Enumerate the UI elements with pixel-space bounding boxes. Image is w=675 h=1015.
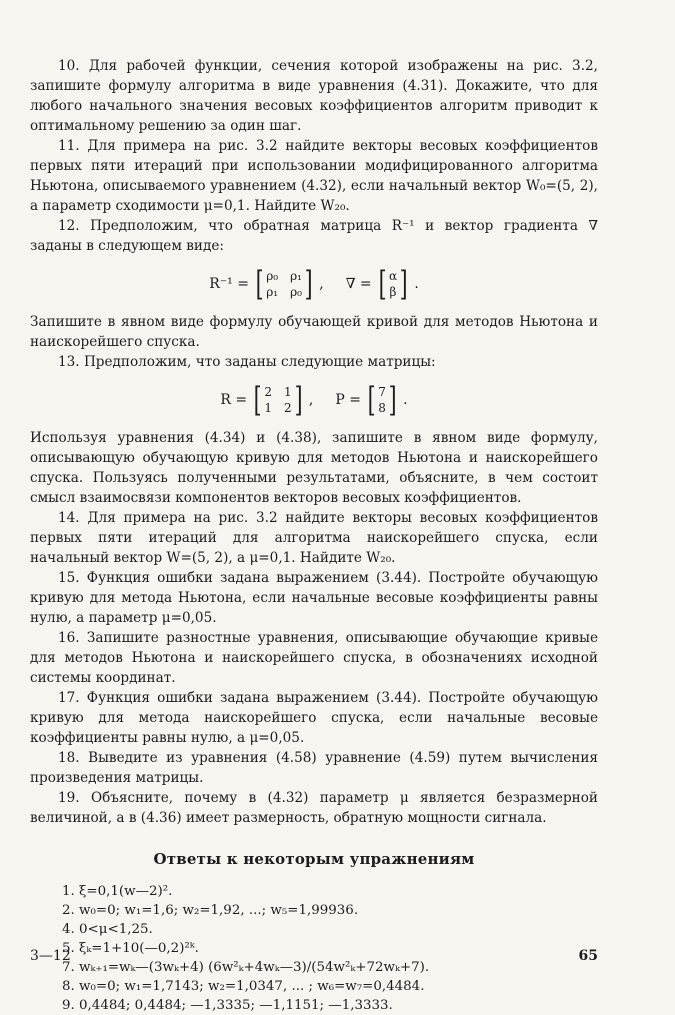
answer-item: 2. w₀=0; w₁=1,6; w₂=1,92, ...; w₅=1,99936. [62, 903, 359, 918]
answer-item: 4. 0<μ<1,25. [62, 922, 153, 937]
exercise-12-continued: Запишите в явном виде формулу обучающей кривой для методов Ньютона и наискорейшего спуска. [30, 314, 598, 350]
formula-lhs-r: R = [220, 392, 248, 408]
page-body [30, 56, 598, 1015]
formula-inverse-matrix: R⁻¹ = [ ρ₀ ρ₁ ρ₁ ρ₀ ] , ∇ = [ α β ] . [209, 264, 419, 304]
exercise-13-continued: Используя уравнения (4.34) и (4.38), запишите в явном виде формулу, описывающую обучающую кривую для методов Ньютона и наискорейшего спуска. Пользуясь полученными результатами, объясните, в чем состоит смысл взаимосвязи компонентов векторов весовых коэффициентов. [30, 430, 598, 506]
answer-item: 7. wₖ₊₁=wₖ—(3wₖ+4) (6w²ₖ+4wₖ—3)/(54w²ₖ+72wₖ+7). [62, 960, 430, 975]
formula-r-p-matrices: R = [ 2 1 1 2 ] , P = [ 7 8 ] . [220, 380, 408, 420]
exercise-13: 13. Предположим, что заданы следующие матрицы: [58, 354, 436, 370]
exercise-19: 19. Объясните, почему в (4.32) параметр μ является безразмерной величиной, а в (4.36) имеет размерность, обратную мощности сигнала. [30, 790, 598, 826]
answers-list [30, 882, 598, 1015]
exercise-12: 12. Предположим, что обратная матрица R⁻¹ и вектор градиента ∇ заданы в следующем виде: [30, 218, 598, 254]
vector-gradient: [ α β ] [378, 264, 408, 304]
exercise-15: 15. Функция ошибки задана выражением (3.44). Постройте обучающую кривую для метода Ньютона, если начальные весовые коэффициенты равны нулю, а параметр μ=0,05. [30, 570, 598, 626]
exercise-14: 14. Для примера на рис. 3.2 найдите векторы весовых коэффициентов первых пяти итераций для алгоритма наискорейшего спуска, если начальный вектор W=(5, 2), а μ=0,1. Найдите W₂₀. [30, 510, 599, 566]
formula-lhs-p: P = [335, 392, 361, 408]
answer-item: 8. w₀=0; w₁=1,7143; w₂=1,0347, ... ; w₆=w₇=0,4484. [62, 979, 425, 994]
answer-item: 1. ξ=0,1(w—2)². [62, 884, 173, 899]
answer-item: 5. ξₖ=1+10(—0,2)²ᵏ. [62, 941, 199, 956]
formula-lhs: R⁻¹ = [209, 276, 249, 292]
vector-p: [ 7 8 ] [367, 380, 397, 420]
exercise-10: 10. Для рабочей функции, сечения которой изображены на рис. 3.2, запишите формулу алгоритма в виде уравнения (4.31). Докажите, что для любого начального значения весовых коэффициентов алгоритм приводит к оптимальному решению за один шаг. [30, 58, 599, 134]
signature-mark: 3—12 [30, 948, 71, 964]
exercise-17: 17. Функция ошибки задана выражением (3.44). Постройте обучающую кривую для метода наискорейшего спуска, если начальные весовые коэффициенты равны нулю, а μ=0,05. [30, 690, 598, 746]
matrix-r-inverse: [ ρ₀ ρ₁ ρ₁ ρ₀ ] [255, 264, 313, 304]
answer-item: 9. 0,4484; 0,4484; —1,3335; —1,1151; —1,3333. [62, 998, 393, 1013]
formula-grad: ∇ = [345, 276, 372, 292]
matrix-r: [ 2 1 1 2 ] [253, 380, 303, 420]
exercise-11: 11. Для примера на рис. 3.2 найдите векторы весовых коэффициентов первых пяти итераций при использовании модифицированного алгоритма Ньютона, описываемого уравнением (4.32), если начальный вектор W₀=(5, 2), а параметр сходимости μ=0,1. Найдите W₂₀. [30, 138, 599, 214]
exercise-18: 18. Выведите из уравнения (4.58) уравнение (4.59) путем вычисления произведения матрицы. [30, 750, 598, 786]
answers-heading: Ответы к некоторым упражнениям [153, 850, 475, 868]
exercise-16: 16. Запишите разностные уравнения, описывающие обучающие кривые для методов Ньютона и наискорейшего спуска, в обозначениях исходной системы координат. [30, 630, 598, 686]
page-number: 65 [578, 948, 598, 964]
